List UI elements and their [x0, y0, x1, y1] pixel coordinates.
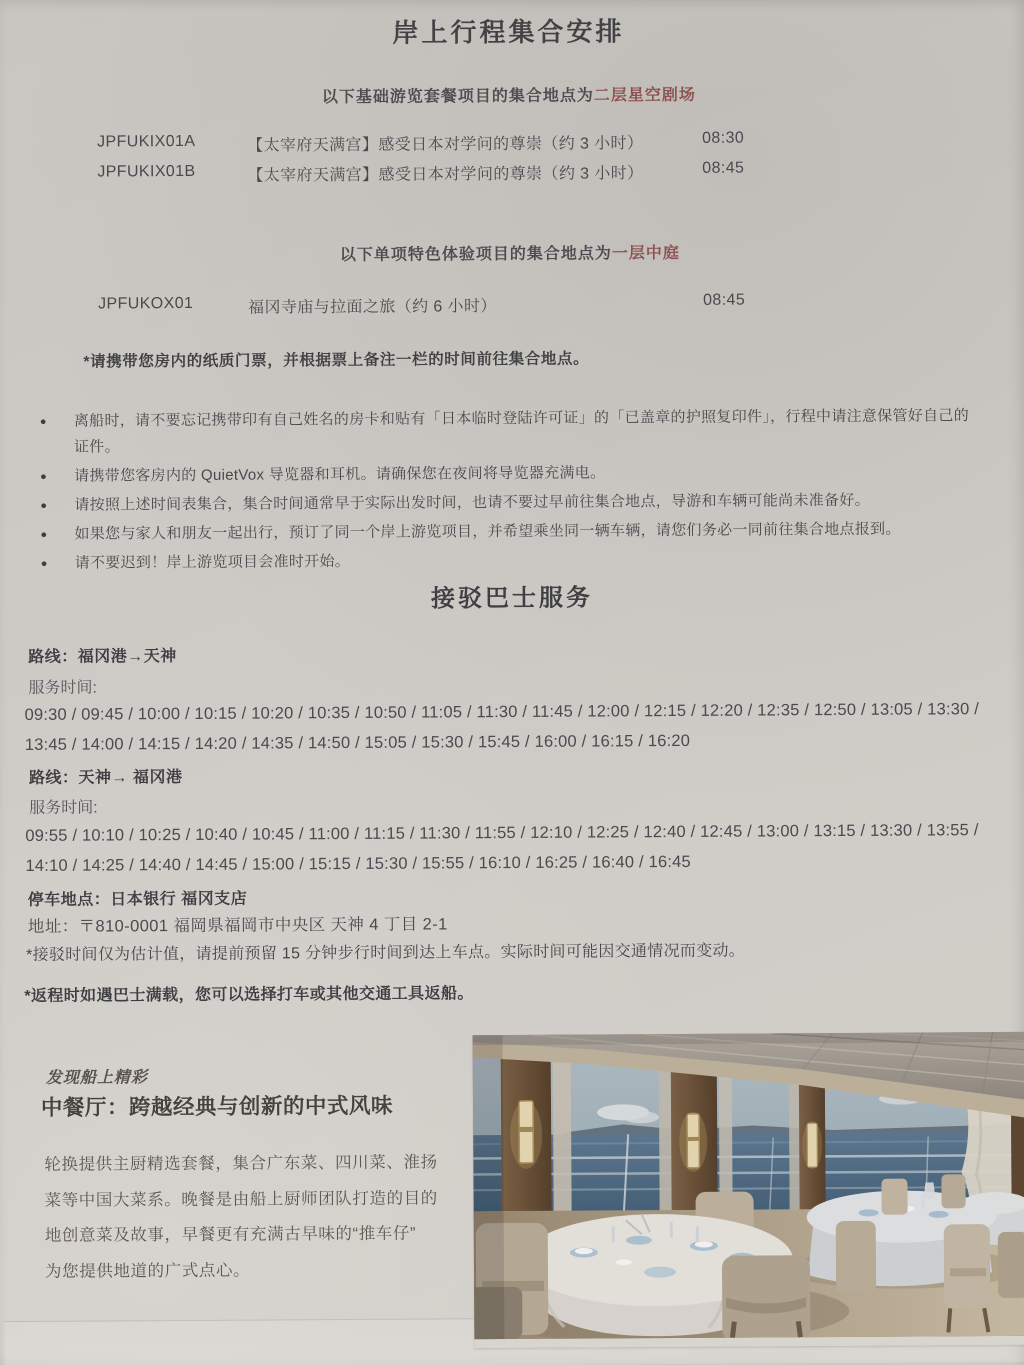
section1-subtitle-highlight: 二层星空剧场	[593, 86, 696, 105]
section2-subtitle-text: 以下单项特色体验项目的集合地点为	[339, 245, 612, 265]
service-time-label: 服务时间:	[28, 679, 97, 697]
bullet-dot-icon: ●	[40, 557, 48, 570]
bullet-dot-icon: ●	[39, 415, 47, 428]
ticket-note: *请携带您房内的纸质门票，并根据票上备注一栏的时间前往集合地点。	[83, 350, 590, 371]
excursion-code: JPFUKOX01	[98, 294, 194, 313]
restaurant-photo	[473, 1032, 1024, 1348]
restaurant-photo-illustration	[473, 1032, 1024, 1339]
list-item	[37, 458, 971, 490]
shuttle-section-title: 接驳巴士服务	[430, 584, 593, 613]
list-item	[37, 487, 971, 519]
excursion-desc: 【太宰府天满宫】感受日本对学问的尊崇（约 3 小时）	[247, 135, 644, 155]
bullet-dot-icon: ●	[40, 470, 48, 483]
list-item	[38, 545, 972, 577]
page-title: 岸上行程集合安排	[392, 16, 625, 48]
list-item-text: 请按照上述时间表集合，集合时间通常早于实际出发时间，也请不要过早前往集合地点，导游和车辆可能尚未准备好。	[74, 491, 870, 514]
list-item-text: 离船时，请不要忘记携带印有自己姓名的房卡和贴有「日本临时登陆许可证」的「已盖章的护照复印件」，行程中请注意保管好自己的证件。	[73, 407, 970, 456]
notice-list	[37, 403, 972, 580]
excursion-row	[97, 159, 777, 186]
list-item	[37, 516, 971, 548]
section2-subtitle	[0, 238, 1022, 267]
service-times: 09:30 / 09:45 / 10:00 / 10:15 / 10:20 / 10:35 / 10:50 / 11:05 / 11:30 / 11:45 / 12:00 / 12:15 / 12:20 / 12:35 / 12:50 / 13:05 / 13:30 / 13:45 / 14:00 / 14:15 / 14:20 / 14:35 / 14:50 / 15:05 / 15:30 / 15:45 / 16:00 / 16:15 / 16:20	[24, 700, 980, 754]
route-label: 路线：天神→ 福冈港	[28, 769, 183, 787]
section2-subtitle-highlight: 一层中庭	[611, 244, 680, 263]
section1-subtitle-text: 以下基础游览套餐项目的集合地点为	[321, 87, 594, 107]
service-time-label: 服务时间:	[29, 799, 98, 817]
parking-location: 停车地点：日本银行 福冈支店	[27, 890, 248, 909]
shuttle-return-note: *返程时如遇巴士满载，您可以选择打车或其他交通工具返船。	[24, 985, 474, 1005]
promo-body: 轮换提供主厨精选套餐，集合广东菜、四川菜、淮扬 菜等中国大菜系。晚餐是由船上厨师团队打造的目的 地创意菜及故事，早餐更有充满古早味的“推车仔” 为您提供地道的广式点心。	[44, 1153, 438, 1281]
excursion-row	[98, 291, 778, 318]
list-item	[37, 403, 971, 461]
excursion-code: JPFUKIX01A	[97, 132, 196, 151]
list-item-text: 请携带您客房内的 QuietVox 导览器和耳机。请确保您在夜间将导览器充满电。	[74, 464, 606, 485]
bullet-dot-icon: ●	[40, 499, 48, 512]
excursion-time: 08:45	[703, 291, 746, 309]
excursion-time: 08:45	[702, 159, 745, 177]
excursion-desc: 福冈寺庙与拉面之旅（约 6 小时）	[248, 298, 497, 317]
bullet-dot-icon: ●	[40, 528, 48, 541]
list-item-text: 请不要迟到！岸上游览项目会准时开始。	[74, 552, 351, 572]
excursion-code: JPFUKIX01B	[97, 162, 196, 181]
promo-title: 中餐厅：跨越经典与创新的中式风味	[40, 1093, 394, 1120]
service-times: 09:55 / 10:10 / 10:25 / 10:40 / 10:45 / 11:00 / 11:15 / 11:30 / 11:55 / 12:10 / 12:25 / 12:40 / 12:45 / 13:00 / 13:15 / 13:30 / 13:55 / 14:10 / 14:25 / 14:40 / 14:45 / 15:00 / 15:15 / 15:30 / 15:55 / 16:10 / 16:25 / 16:40 / 16:45	[25, 821, 979, 875]
shuttle-estimate-note: *接驳时间仅为估计值，请提前预留 15 分钟步行时间到达上车点。实际时间可能因交通情况而变动。	[26, 942, 746, 964]
route-label: 路线：福冈港→天神	[28, 648, 177, 666]
excursion-row	[97, 129, 777, 156]
section1-subtitle	[0, 80, 1021, 109]
parking-address: 地址：〒810-0001 福岡県福岡市中央区 天神 4 丁目 2-1	[27, 915, 448, 936]
excursion-desc: 【太宰府天满宫】感受日本对学问的尊崇（约 3 小时）	[247, 165, 644, 185]
list-item-text: 如果您与家人和朋友一起出行，预订了同一个岸上游览项目，并希望乘坐同一辆车辆，请您们务必一同前往集合地点报到。	[74, 520, 901, 543]
excursion-time: 08:30	[702, 129, 745, 147]
promo-eyebrow: 发现船上精彩	[45, 1069, 148, 1087]
